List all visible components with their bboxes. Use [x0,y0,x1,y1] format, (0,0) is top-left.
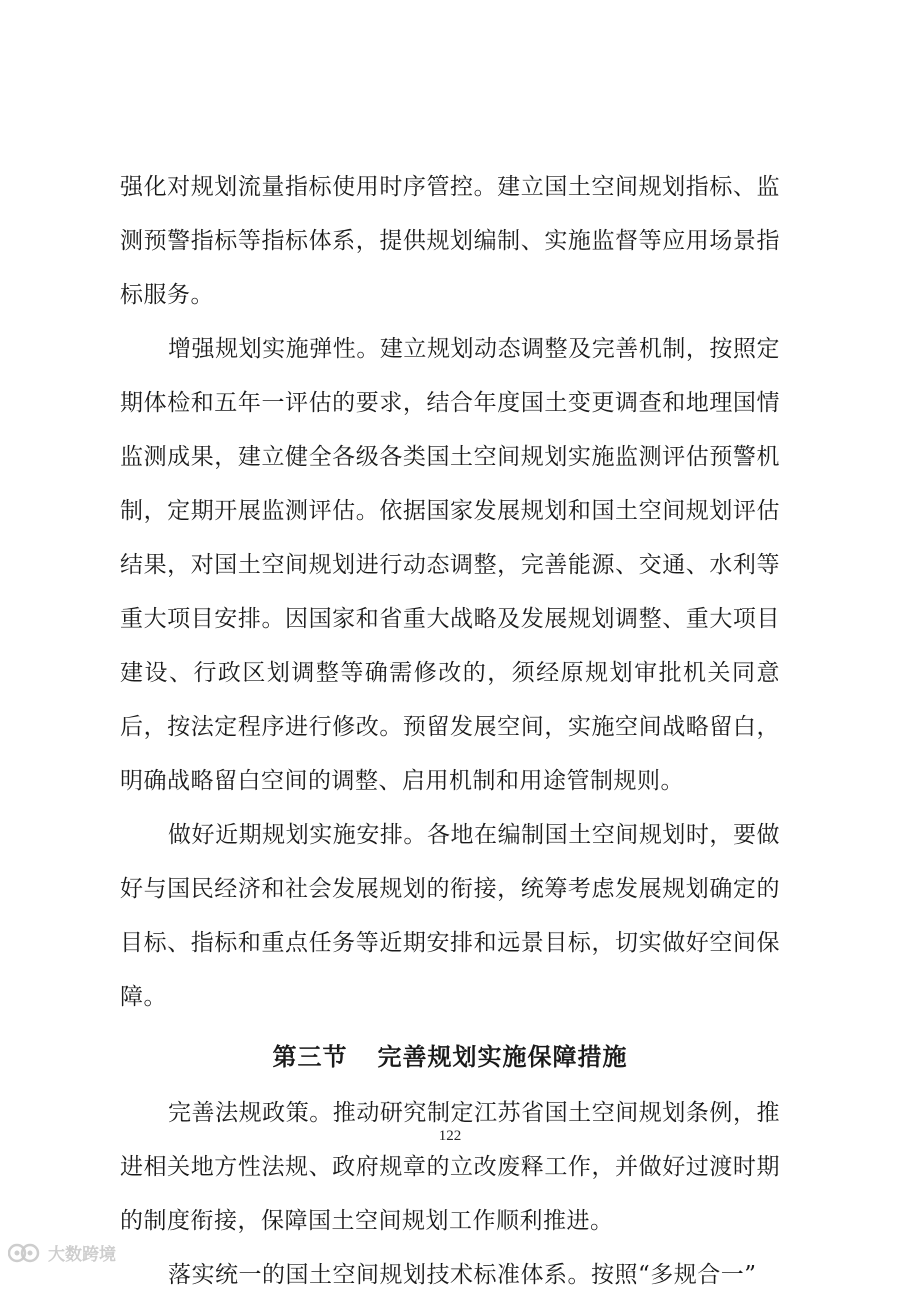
section-number: 第三节 [272,1043,348,1071]
paragraph-text: 强化对规划流量指标使用时序管控。建立国土空间规划指标、监测预警指标等指标体系，提供规划编制、实施监督等应用场景指标服务。 [120,174,780,308]
page-number: 122 [438,1128,462,1144]
brand-logo-icon [8,1242,42,1264]
paragraph-text: 按照“多规合一” [591,1262,757,1288]
paragraph-lead: 落实统一的国土空间规划技术标准体系。 [168,1262,591,1288]
paragraph-text: 建立规划动态调整及完善机制，按照定期体检和五年一评估的要求，结合年度国土变更调查和地理国情监测成果，建立健全各级各类国土空间规划实施监测评估预警机制，定期开展监测评估。依据国家发展规划和国土空间规划评估结果，对国土空间规划进行动态调整，完善能源、交通、水利等重大项目安排。因国家和省重大战略及发展规划调整、重大项目建设、行政区划调整等确需修改的，须经原规划审批机关同意后，按法定程序进行修改。预留发展空间，实施空间战略留白，明确战略留白空间的调整、启用机制和用途管制规则。 [120,336,781,794]
paragraph-lead: 完善法规政策。 [168,1100,333,1126]
paragraph-5 [120,1248,780,1302]
paragraph-1 [120,160,780,322]
section-title: 完善规划实施保障措施 [377,1043,628,1071]
section-heading [120,1030,780,1084]
paragraph-lead: 做好近期规划实施安排。 [168,822,427,848]
paragraph-4 [120,1086,780,1248]
paragraph-3 [120,808,780,1024]
paragraph-text: 推动研究制定江苏省国土空间规划条例，推进相关地方性法规、政府规章的立改废释工作，并做好过渡时期的制度衔接，保障国土空间规划工作顺利推进。 [120,1100,781,1234]
watermark-text: 大数跨境 [48,1245,116,1265]
paragraph-2 [120,322,780,808]
paragraph-lead: 增强规划实施弹性。 [168,336,380,362]
paragraph-text: 各地在编制国土空间规划时，要做好与国民经济和社会发展规划的衔接，统筹考虑发展规划确定的目标、指标和重点任务等近期安排和远景目标，切实做好空间保障。 [120,822,781,1010]
watermark [8,1240,116,1265]
